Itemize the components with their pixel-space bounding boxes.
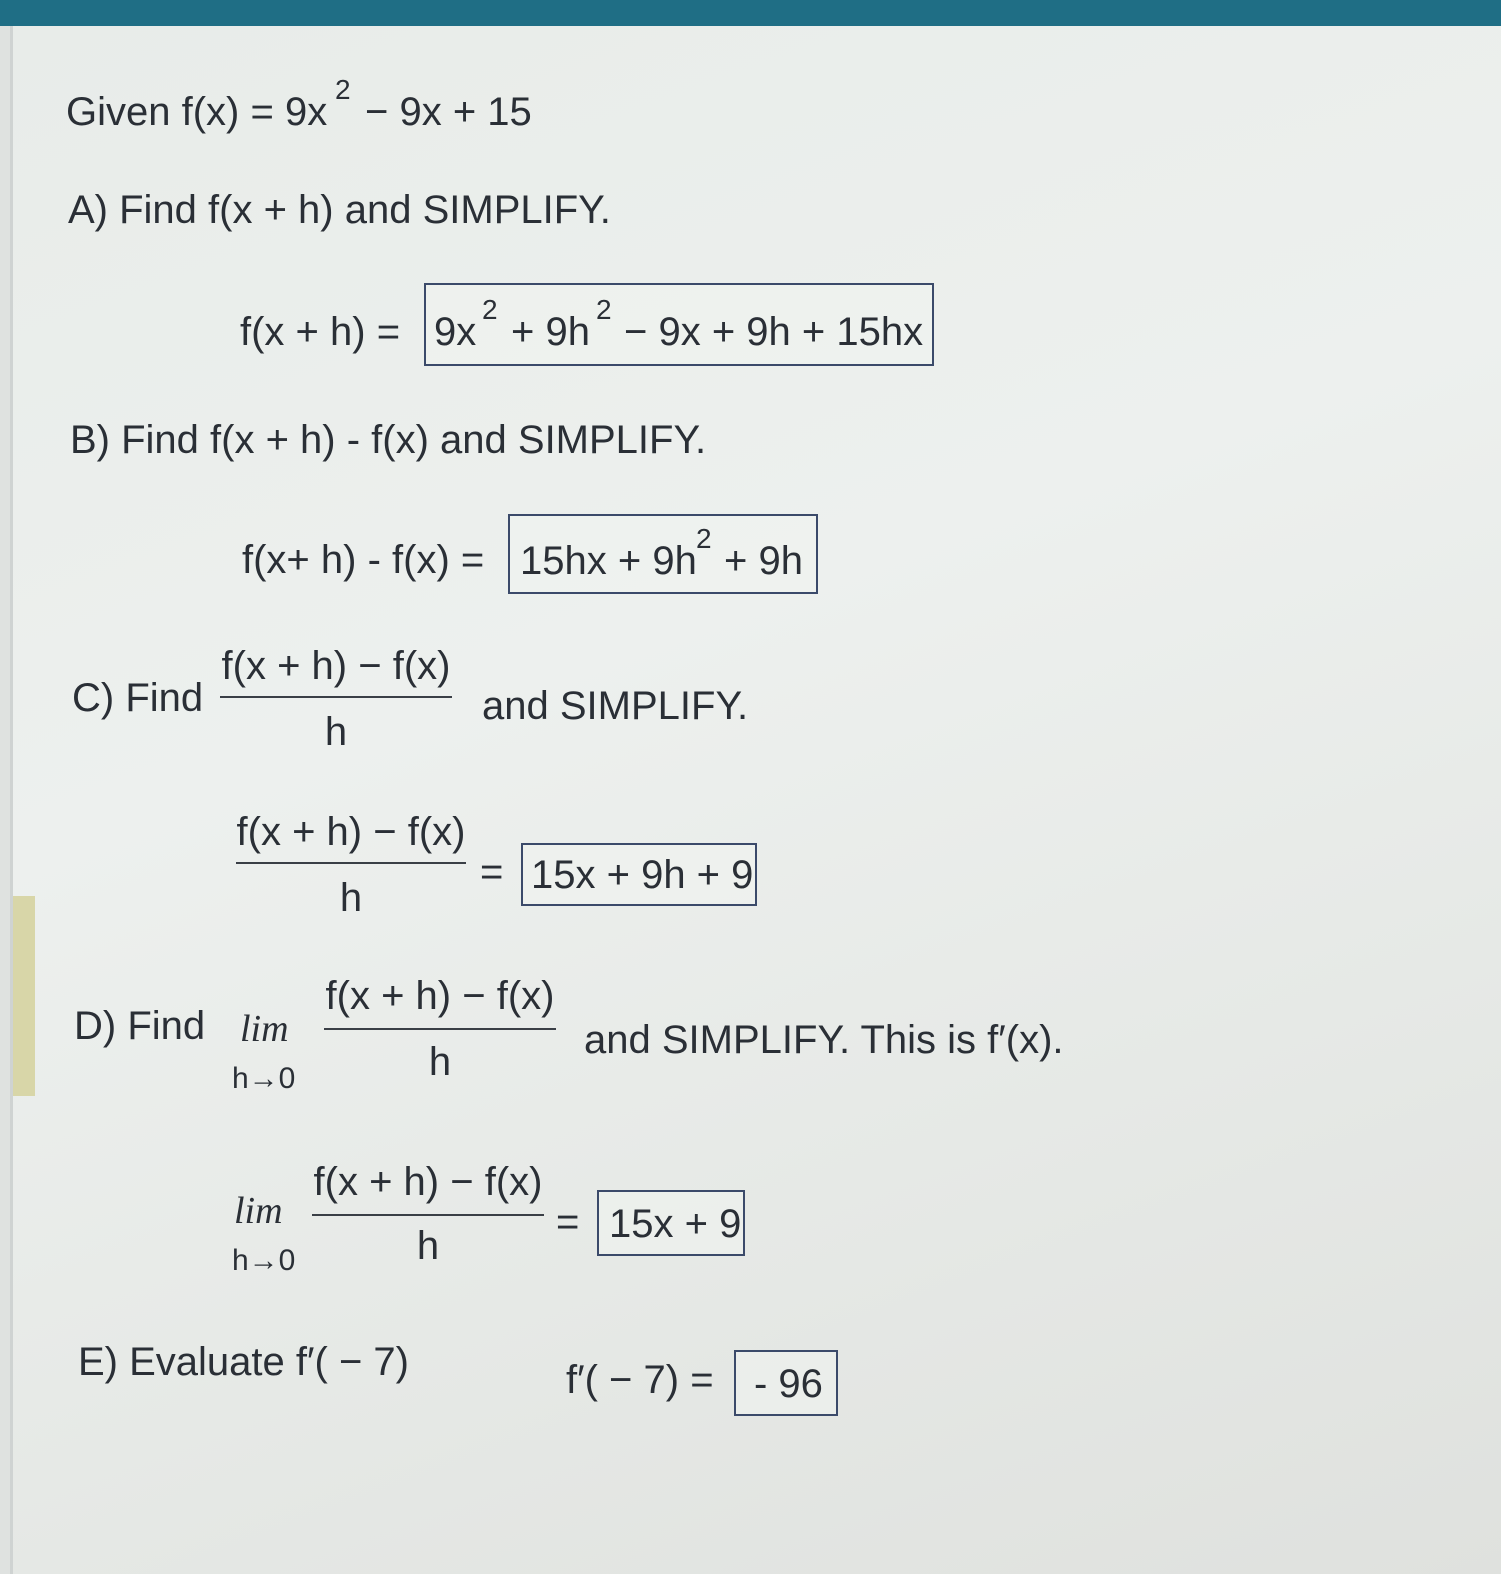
part-a-answer-field[interactable]: [424, 283, 934, 366]
part-b-prompt: B) Find f(x + h) - f(x) and SIMPLIFY.: [70, 418, 707, 462]
part-a-prompt: A) Find f(x + h) and SIMPLIFY.: [68, 188, 611, 232]
part-b-answer-field[interactable]: [508, 514, 818, 594]
part-b-exp1: 2: [696, 523, 712, 554]
part-d-answer-field[interactable]: [597, 1190, 745, 1256]
part-d-lim-subscript: h→0: [232, 1062, 296, 1095]
part-a-term3: − 9x + 9h + 15hx: [624, 310, 924, 354]
part-d-answer-lim-subscript: h→0: [232, 1244, 296, 1277]
given-exponent: 2: [335, 74, 351, 105]
part-d-fraction-bar: [324, 1028, 556, 1030]
part-c-numerator: f(x + h) − f(x): [221, 644, 451, 688]
part-e-answer-field[interactable]: [734, 1350, 838, 1416]
part-d-answer-numerator: f(x + h) − f(x): [313, 1160, 543, 1204]
part-d-suffix: and SIMPLIFY. This is f′(x).: [584, 1018, 1064, 1062]
top-bar: [0, 0, 1501, 26]
part-c-equals: =: [480, 850, 504, 894]
part-d-numerator: f(x + h) − f(x): [325, 974, 555, 1018]
part-e-prompt: E) Evaluate f′( − 7): [78, 1340, 409, 1384]
part-d-equals: =: [556, 1200, 580, 1244]
part-b-term2: + 9h: [724, 539, 803, 583]
part-c-fraction-bar: [220, 696, 452, 698]
given-prefix: Given f(x) = 9x: [66, 90, 328, 134]
given-suffix: − 9x + 15: [365, 90, 532, 134]
part-c-denominator: h: [324, 710, 348, 754]
part-a-exp1: 2: [482, 294, 498, 325]
part-e-lhs: f′( − 7) =: [566, 1358, 714, 1402]
part-b-lhs: f(x+ h) - f(x) =: [242, 538, 485, 582]
part-c-answer-denominator: h: [339, 876, 363, 920]
part-a-term1: 9x: [434, 310, 477, 354]
part-e-answer: - 96: [754, 1362, 823, 1406]
part-c-answer-field[interactable]: [521, 843, 757, 906]
part-a-lhs: f(x + h) =: [240, 310, 401, 354]
part-d-answer-fraction-bar: [312, 1214, 544, 1216]
part-d-answer-denominator: h: [416, 1224, 440, 1268]
part-a-exp2: 2: [596, 294, 612, 325]
part-d-lim: lim: [240, 1008, 289, 1050]
part-c-answer: 15x + 9h + 9: [531, 853, 754, 897]
part-d-answer: 15x + 9: [609, 1202, 742, 1246]
part-d-denominator: h: [428, 1040, 452, 1084]
side-strip: [13, 896, 35, 1096]
part-a-term2: + 9h: [511, 310, 590, 354]
part-c-label: C) Find: [72, 676, 204, 720]
part-b-term1: 15hx + 9h: [520, 539, 697, 583]
part-d-label: D) Find: [74, 1004, 206, 1048]
part-c-answer-numerator: f(x + h) − f(x): [236, 810, 466, 854]
part-d-answer-lim: lim: [234, 1190, 283, 1232]
part-c-answer-fraction-bar: [236, 862, 466, 864]
part-c-suffix: and SIMPLIFY.: [482, 684, 749, 728]
